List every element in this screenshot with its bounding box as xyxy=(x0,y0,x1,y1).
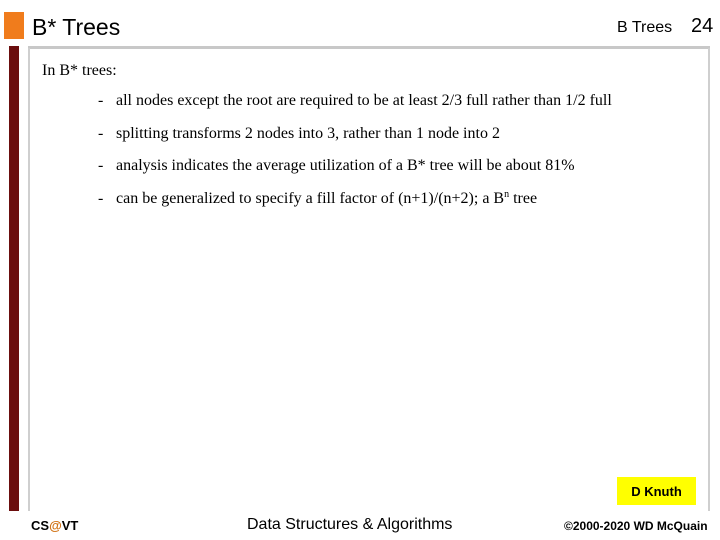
bullet-item xyxy=(98,188,537,210)
bullet-text: all nodes except the root are required to be at least 2/3 full rather than 1/2 full xyxy=(116,92,612,109)
bullet-text: can be generalized to specify a fill factor of (n+1)/(n+2); a B xyxy=(116,190,505,207)
right-border-line xyxy=(708,48,710,511)
bullet-marker: - xyxy=(98,125,104,142)
footer-at: @ xyxy=(49,518,62,533)
bullet-item xyxy=(98,90,612,112)
bullet-item xyxy=(98,123,500,145)
credit-badge: D Knuth xyxy=(617,477,696,505)
bullet-text: splitting transforms 2 nodes into 3, rather than 1 node into 2 xyxy=(116,125,500,142)
title-accent-block xyxy=(4,12,24,39)
footer-cs: CS xyxy=(31,518,50,533)
slide-topic: B Trees xyxy=(617,19,673,36)
bullet-marker: - xyxy=(98,190,104,207)
bullet-marker: - xyxy=(98,92,104,109)
intro-text: In B* trees: xyxy=(42,62,117,79)
left-vertical-bar xyxy=(9,46,19,511)
bullet-text: analysis indicates the average utilization of a B* tree will be about 81% xyxy=(116,157,575,174)
left-border-line xyxy=(28,48,30,511)
footer-course-label xyxy=(31,518,78,533)
footer-course-title: Data Structures & Algorithms xyxy=(247,516,453,533)
bullet-marker: - xyxy=(98,157,104,174)
bullet-text-end: tree xyxy=(509,190,538,207)
superscript-n: n xyxy=(504,189,510,200)
slide-title: B* Trees xyxy=(32,14,121,40)
slide-content xyxy=(42,60,702,207)
header-rule xyxy=(28,46,710,49)
bullet-item xyxy=(98,155,575,177)
footer-copyright: ©2000-2020 WD McQuain xyxy=(564,519,708,533)
page-number: 24 xyxy=(691,15,714,37)
footer-vt: VT xyxy=(61,518,79,533)
